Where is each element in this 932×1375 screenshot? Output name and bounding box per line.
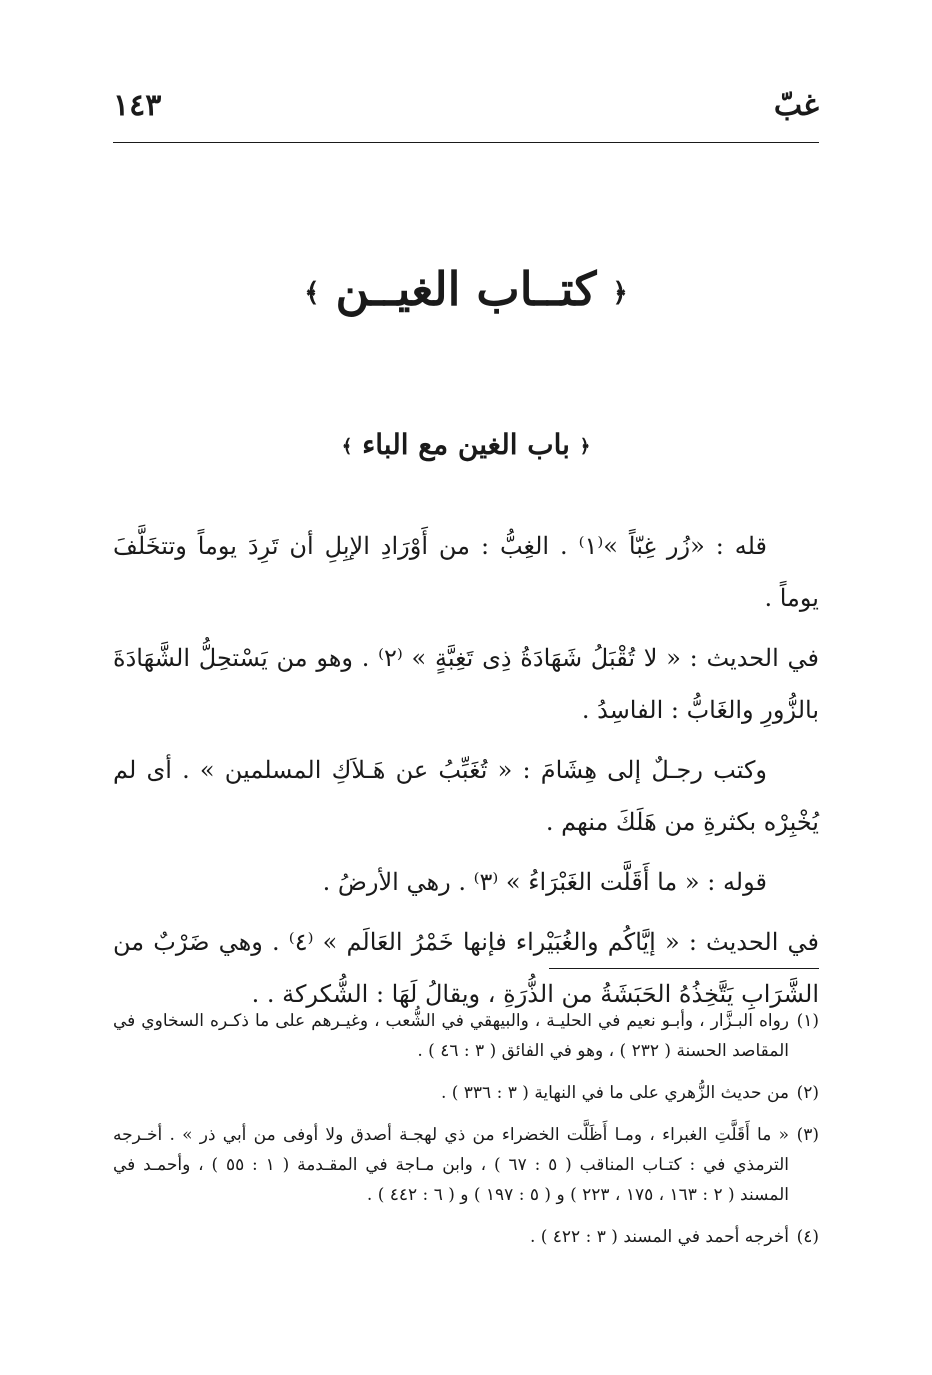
footnote-item: [113, 1120, 819, 1210]
paragraph: في الحديث : « إيَّاكُم والغُبَيْراء فإنها خَمْرُ العَالَم » ⁽٤⁾ . وهي ضَرْبٌ من الشَّرَابِ يَتَّخِذُهُ الحَبَشَةُ من الذُّرَةِ ، ويقالُ لَهَا : الشُّكركة . .: [113, 928, 819, 1008]
paragraph: قوله : « ما أَقَلَّت الغَبْرَاءُ » ⁽٣⁾ . رهي الأرضُ .: [322, 868, 767, 896]
header-divider: [113, 142, 819, 143]
footnote-item: [113, 1006, 819, 1066]
footnotes: [113, 1006, 819, 1264]
footnote-item: [113, 1078, 819, 1108]
footnote-text: « ما أَقَلَّتِ الغبراء ، ومـا أَظَلَّت الخضراء من ذي لهجـة أصدق ولا أوفى من أبي ذر » . أخـرجه الترمذي في : كتـاب المناقب ( ٥ : ٦٧ ) ، وابن مـاجة في المقـدمة ( ١ : ٥٥ ) ، وأحمـد في المسند ( ٢ : ١٦٣ ، ١٧٥ ، ٢٢٣ ) و ( ٥ : ١٩٧ ) و ( ٦ : ٤٤٢ ) .: [113, 1125, 789, 1205]
ornament-bracket-left: ﴾: [304, 278, 320, 308]
footnote-text: من حديث الزُّهري على ما في النهاية ( ٣ : ٣٣٦ ) .: [440, 1083, 789, 1103]
book-title: [0, 262, 932, 316]
footnote-number: (١): [796, 1011, 819, 1031]
footnote-item: [113, 1222, 819, 1252]
footnote-text: رواه البـزَّار ، وأبـو نعيم في الحليـة ، والبيهقي في الشُّعب ، وغيـرهم على ما ذكـره السخاوي في المقاصد الحسنة ( ٢٣٢ ) ، وهو في الفائق ( ٣ : ٤٦ ) .: [113, 1011, 789, 1061]
ornament-bracket-right: ﴿: [612, 278, 628, 308]
chapter-title-text: باب الغين مع الباء: [362, 428, 570, 461]
ornament-bracket-right: ﴿: [579, 436, 591, 457]
ornament-bracket-left: ﴾: [341, 436, 353, 457]
footnote-number: (٣): [796, 1125, 819, 1145]
paragraph: وكتب رجـلٌ إلى هِشَامَ : « تُغَبِّبُ عن هَـلاَكِ المسلمين » . أى لم يُخْبِرْه بكثرةِ من هَلَكَ منهم .: [113, 756, 819, 836]
paragraph: قله : «زُر غِبّاً »⁽١⁾ . الغِبُّ : من أَوْرَادِ الإبِلِ أن تَرِدَ يوماً وتتخَلَّفَ يوماً .: [113, 532, 819, 612]
running-header: [113, 82, 819, 132]
page-number: ١٤٣: [113, 88, 162, 123]
footnote-divider: [549, 968, 819, 969]
header-entry-word: غبّ: [773, 88, 819, 123]
paragraph: في الحديث : « لا تُقْبَلُ شَهَادَةُ ذِى تَغِبَّةٍ » ⁽٢⁾ . وهو من يَسْتحِلُّ الشَّهَادَةَ بالزُّورِ والغَابُّ : الفاسِدُ .: [113, 644, 819, 724]
main-text: [113, 520, 819, 1028]
chapter-title: [0, 428, 932, 461]
footnote-text: أخرجه أحمد في المسند ( ٣ : ٤٢٢ ) .: [529, 1227, 789, 1247]
footnote-number: (٤): [796, 1227, 819, 1247]
book-title-text: كتــاب الغيــن: [335, 262, 597, 316]
footnote-number: (٢): [796, 1083, 819, 1103]
